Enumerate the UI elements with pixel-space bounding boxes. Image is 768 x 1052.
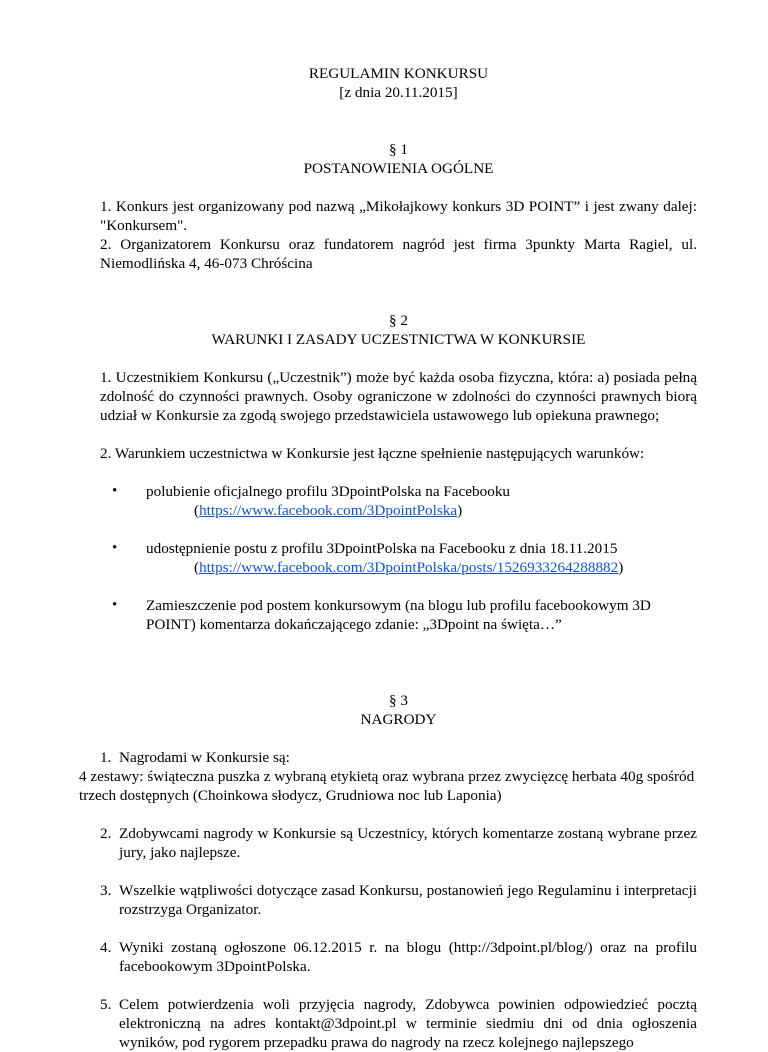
section-1-heading: POSTANOWIENIA OGÓLNE — [303, 160, 494, 177]
list-item — [100, 881, 697, 919]
prize-rules-list — [100, 824, 697, 1052]
facebook-post-link[interactable]: https://www.facebook.com/3DpointPolska/posts/1526933264288882 — [199, 559, 619, 576]
facebook-profile-link[interactable]: https://www.facebook.com/3DpointPolska — [199, 502, 458, 519]
list-item — [100, 824, 697, 862]
bullet-icon: • — [112, 540, 118, 556]
bullet-icon: • — [112, 597, 118, 613]
item-text: Wyniki zostaną ogłoszone 06.12.2015 r. na blogu (http://3dpoint.pl/blog/) oraz na profilu facebookowym 3DpointPolska. — [119, 939, 697, 975]
bullet-text: Zamieszczenie pod postem konkursowym (na blogu lub profilu facebookowym 3D POINT) komentarza dokańczającego zdanie: „3Dpoint na święta…” — [146, 597, 651, 633]
list-item — [100, 539, 697, 577]
item-number: 3. — [100, 882, 112, 899]
item-text: Wszelkie wątpliwości dotyczące zasad Konkursu, postanowień jego Regulaminu i interpretacji rozstrzyga Organizator. — [119, 882, 697, 918]
section-1-paragraph-1: 1. Konkurs jest organizowany pod nazwą „Mikołajkowy konkurs 3D POINT” i jest zwany dalej: "Konkursem". — [100, 198, 697, 234]
paren: ) — [457, 502, 463, 519]
item-number: 4. — [100, 939, 112, 956]
bullet-text: udostępnienie postu z profilu 3DpointPolska na Facebooku z dnia 18.11.2015 — [146, 540, 618, 557]
section-3-symbol: § 3 — [389, 692, 408, 709]
paren: ) — [618, 559, 624, 576]
item-number: 5. — [100, 996, 112, 1013]
list-item — [100, 995, 697, 1052]
document-date: [z dnia 20.11.2015] — [339, 84, 458, 101]
conditions-list — [100, 482, 697, 634]
section-1-symbol: § 1 — [389, 141, 408, 158]
paren: ( — [194, 502, 200, 519]
document-page — [79, 0, 697, 1052]
item-number: 2. — [100, 825, 112, 842]
section-1-paragraph-2: 2. Organizatorem Konkursu oraz fundatorem nagród jest firma 3punkty Marta Ragiel, ul. Niemodlińska 4, 46-073 Chróścina — [100, 236, 697, 272]
item-number: 1. — [100, 749, 112, 766]
item-text: Celem potwierdzenia woli przyjęcia nagrody, Zdobywca powinien odpowiedzieć pocztą elektroniczną na adres kontakt@3dpoint.pl w terminie siedmiu dni od dnia ogłoszenia wyników, pod rygorem przepadku prawa do nagrody na rzecz kolejnego najlepszego — [119, 996, 697, 1051]
bullet-icon: • — [112, 483, 118, 499]
list-item — [100, 938, 697, 976]
paren: ( — [194, 559, 200, 576]
prize-item-1-continuation: 4 zestawy: świąteczna puszka z wybraną etykietą oraz wybrana przez zwycięzcę herbata 40g spośród trzech dostępnych (Choinkowa słodycz, Grudniowa noc lub Laponia) — [79, 768, 695, 804]
prize-item-1 — [100, 748, 697, 767]
item-text: Zdobywcami nagrody w Konkursie są Uczestnicy, których komentarze zostaną wybrane przez jury, jako najlepsze. — [119, 825, 697, 861]
item-text: Nagrodami w Konkursie są: — [119, 749, 290, 766]
list-item — [100, 596, 697, 634]
document-title: REGULAMIN KONKURSU — [308, 65, 489, 82]
section-2-symbol: § 2 — [389, 312, 408, 329]
section-2-paragraph-2: 2. Warunkiem uczestnictwa w Konkursie jest łączne spełnienie następujących warunków: — [100, 445, 645, 462]
bullet-text: polubienie oficjalnego profilu 3DpointPolska na Facebooku — [146, 483, 511, 500]
section-2-heading: WARUNKI I ZASADY UCZESTNICTWA W KONKURSIE — [211, 331, 586, 348]
list-item — [100, 482, 697, 520]
section-2-paragraph-1: 1. Uczestnikiem Konkursu („Uczestnik”) może być każda osoba fizyczna, która: a) posiada pełną zdolność do czynności prawnych. Osoby ograniczone w zdolności do czynności prawnych biorą udział w Konkursie za zgodą swojego przedstawiciela ustawowego lub opiekuna prawnego; — [100, 369, 697, 424]
section-3-heading: NAGRODY — [360, 711, 437, 728]
